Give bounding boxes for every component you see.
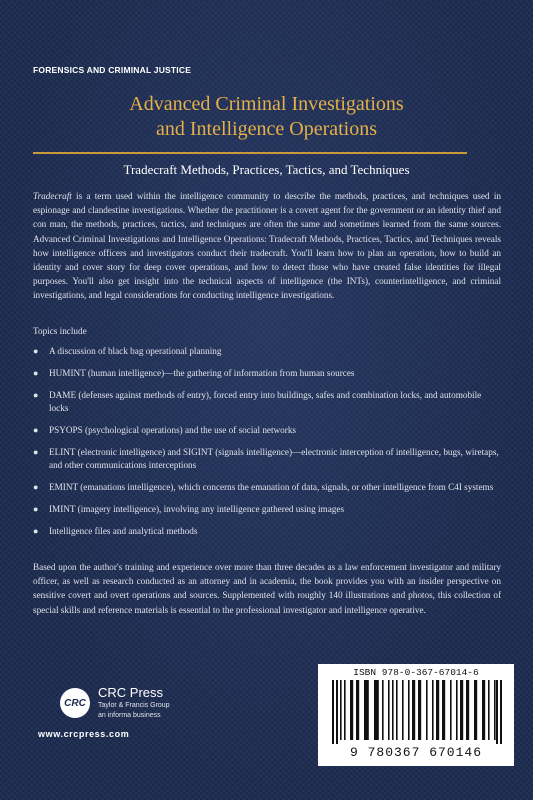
bullet-icon: ● [33,368,39,378]
closing-paragraph: Based upon the author's training and experience over more than three decades as a law enforcement investigator and military officer, as well as research conducted as an attorney and in academia, the book provides you with an insider perspective on sensitive covert and overt operations and sources. Supplemented with roughly 140 illustrations and photos, this collection of special skills and reference materials is essential to the professional investigator and intelligence operative. [33,562,501,615]
list-item: ● PSYOPS (psychological operations) and the use of social networks [33,425,297,435]
bullet-icon: ● [33,504,39,514]
list-item: ● IMINT (imagery intelligence), involving any intelligence gathered using images [33,504,345,514]
publisher-block [38,681,238,741]
crc-logo: CRC [60,688,90,718]
book-subtitle: Tradecraft Methods, Practices, Tactics, and Techniques [123,162,410,177]
list-item: ● EMINT (emanations intelligence), which concerns the emanation of data, signals, or other intelligence from C4I systems [33,482,494,492]
bullet-icon: ● [33,526,39,536]
isbn-label: ISBN 978-0-367-67014-6 [353,667,479,678]
list-item: ● A discussion of black bag operational planning [33,346,222,356]
bullet-icon: ● [33,447,39,457]
description-body: is a term used within the intelligence community to describe the methods, practices, and techniques used in espionage and clandestine investigations. Whether the practitioner is a covert agent for the government or an identity thief and con man, the methods, practices, tactics, and techniques are often the same and sometimes learned from the same sources. Advanced Criminal Investigations and Intelligence Operations: Tradecraft Methods, Practices, Tactics, and Techniques reveals how intelligence officers and investigators conduct their tradecraft. You'll learn how to plan an operation, how to build an identity and cover story for deep cover operations, and how to detect those who have created false identities for illegal purposes. You'll also get insight into the technical aspects of intelligence (the INTs), counterintelligence, and criminal investigations, and legal considerations for conducting intelligence investigations. [33,191,501,301]
list-item: ● DAME (defenses against methods of entry), forced entry into buildings, safes and combination locks, and automobile locks [33,390,482,413]
barcode-bars [332,680,502,744]
topics-list [33,345,501,547]
isbn-barcode [318,664,514,766]
title-line-1: Advanced Criminal Investigations [129,93,404,115]
bullet-icon: ● [33,425,39,435]
bullet-icon: ● [33,346,39,356]
publisher-url: www.crcpress.com [38,729,130,739]
publisher-name: CRC Press [98,685,164,700]
bullet-icon: ● [33,390,39,400]
title-line-2: and Intelligence Operations [155,118,378,140]
topics-heading: Topics include [33,326,87,336]
title-divider [33,152,467,154]
list-item: ● Intelligence files and analytical methods [33,526,198,536]
series-label: FORENSICS AND CRIMINAL JUSTICE [33,65,192,75]
publisher-informa: an informa business [98,712,161,719]
book-title [0,92,533,142]
description-lead: Tradecraft [33,191,72,201]
publisher-group: Taylor & Francis Group [98,702,170,709]
list-item: ● HUMINT (human intelligence)—the gathering of information from human sources [33,368,355,378]
description-paragraph [33,189,501,303]
bullet-icon: ● [33,482,39,492]
barcode-number: 9 780367 670146 [349,745,483,760]
list-item: ● ELINT (electronic intelligence) and SIGINT (signals intelligence)—electronic interception of intelligence, bugs, wiretaps, and other communications interceptions [33,447,499,470]
